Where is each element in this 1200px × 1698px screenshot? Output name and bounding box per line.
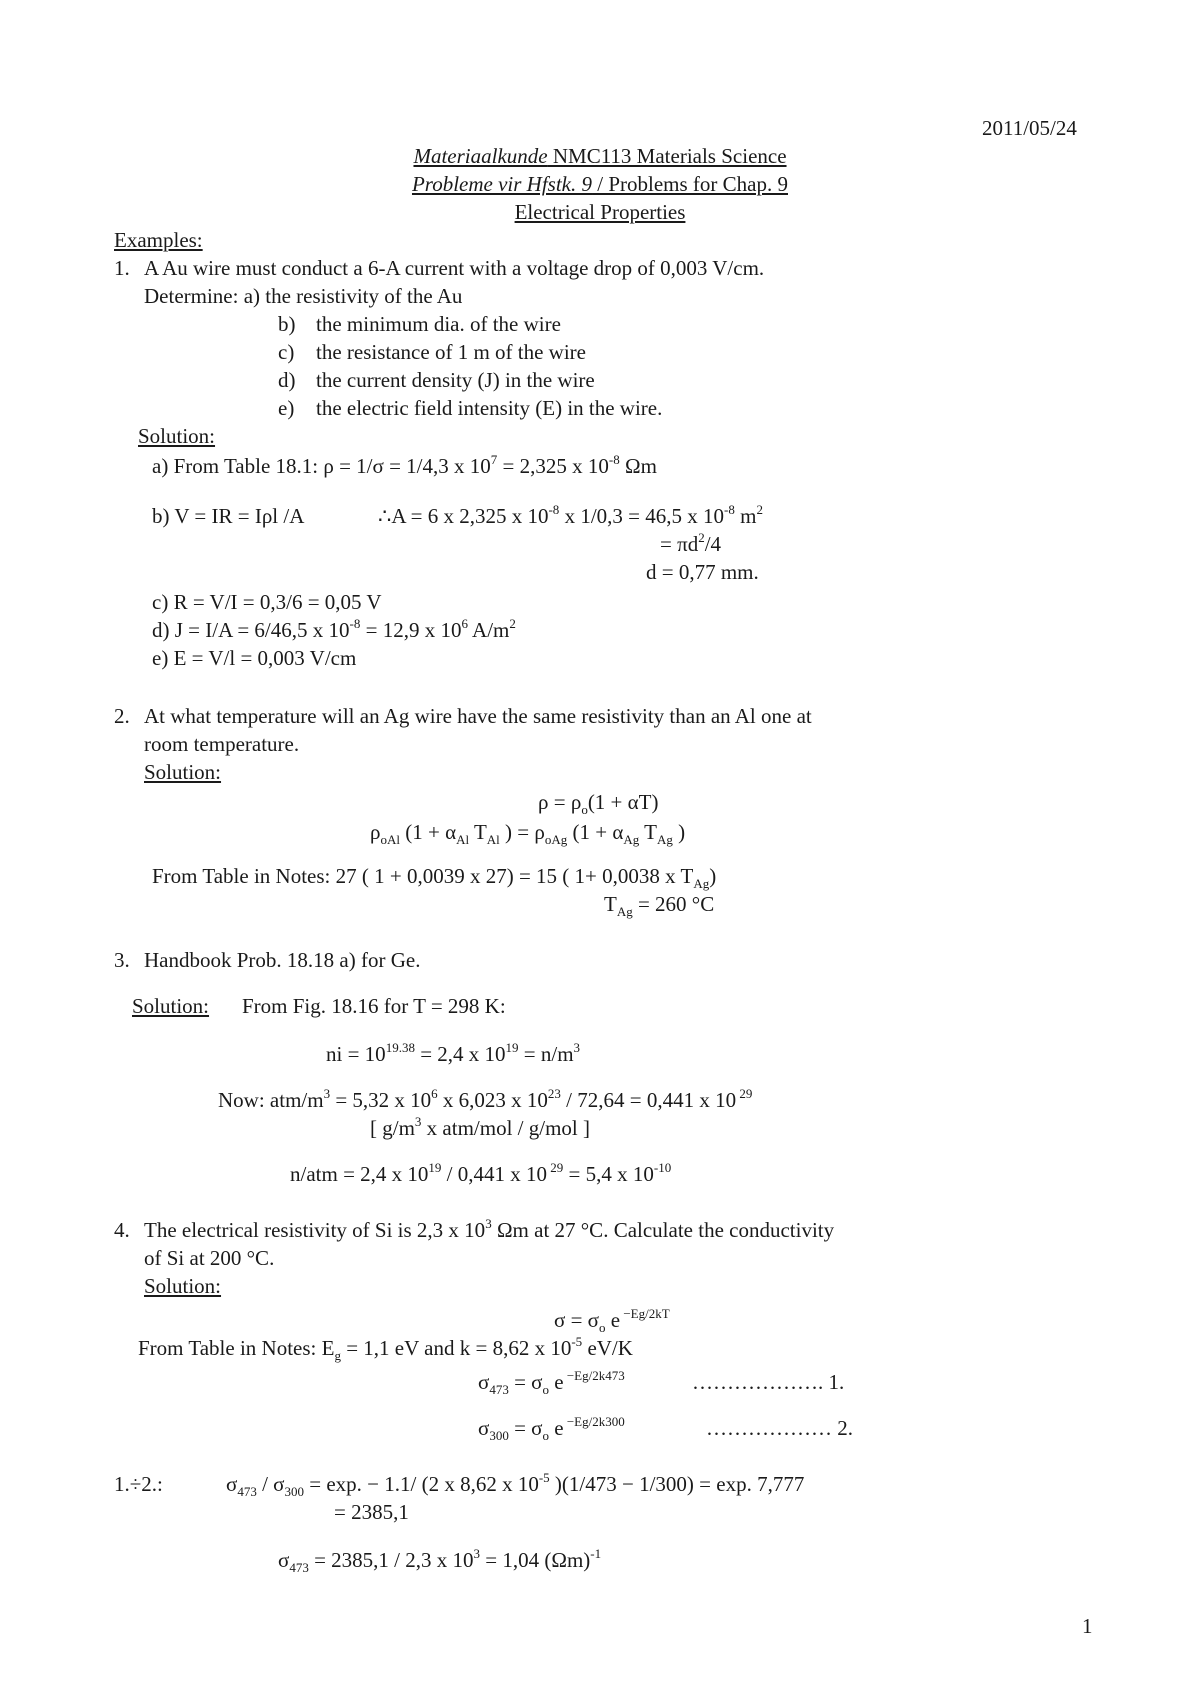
item-letter: e)	[278, 396, 295, 420]
notes-calculation: From Table in Notes: 27 ( 1 + 0,0039 x 27) = 15 ( 1+ 0,0038 x $T_{Ag}$)	[152, 864, 717, 891]
item-text: the electric field intensity (E) in the wire.	[316, 396, 663, 420]
division-label: 1.÷2.:	[114, 1472, 163, 1496]
equation-n-per-atom: n/atm = 2,4 x $10^{19} / 0,441$ x 10 $^{29}$ = 5,4 x $10^{-10}$	[290, 1160, 672, 1186]
chapter-title: Probleme vir Hfstk. 9 / Problems for Chap. 9	[411, 172, 788, 196]
problem-3-text: Handbook Prob. 18.18 a) for Ge.	[144, 948, 421, 972]
solution-c: c) R = V/I = 0,3/6 = 0,05 V	[152, 590, 382, 614]
item-letter: b)	[278, 312, 296, 336]
problem-1-text: A Au wire must conduct a 6-A current with a voltage drop of 0,003 V/cm.	[144, 256, 765, 280]
equation-sigma-473: $\sigma_{473} = \sigma_o$ e $^{-Eg/2k473}$	[478, 1368, 625, 1397]
units-note: [ $g/m^3$ x atm/mol / g/mol ]	[370, 1114, 590, 1140]
item-text: the current density (J) in the wire	[316, 368, 595, 392]
item-text: the resistance of 1 m of the wire	[316, 340, 586, 364]
problem-3-number: 3.	[114, 948, 130, 972]
item-letter: d)	[278, 368, 296, 392]
problem-1-number: 1.	[114, 256, 130, 280]
problem-4-line1: The electrical resistivity of Si is 2,3 x $10^3$ Ωm at 27 °C. Calculate the conductivity	[144, 1216, 835, 1242]
equation-resistivity: $\rho = \rho_o(1 + \alpha T)$	[538, 790, 659, 817]
equation-sigma-300: $\sigma_{300} = \sigma_o$ e $^{-Eg/2k300}$	[478, 1414, 625, 1443]
item-letter: c)	[278, 340, 295, 364]
result-temperature: $T_{Ag} = 260$ °C	[604, 892, 715, 919]
page-number: 1	[1082, 1614, 1093, 1638]
solution-d: d) J = I/A = 6/46,5 x $10^{-8} = 12,9$ x $10^6$ $A/m^2$	[152, 616, 516, 642]
solution-label: Solution:	[132, 994, 210, 1018]
equation-final: $\sigma_{473} = 2385,1 / 2,3$ x $10^3 = 1,04$ $(\Omega m)^{-1}$	[278, 1546, 602, 1575]
equation-2-label: ……………… 2.	[706, 1416, 853, 1440]
problem-1-determine: Determine: a) the resistivity of the Au	[144, 284, 463, 308]
solution-b-line2: = $\pi d^2/4$	[660, 530, 722, 556]
solution-label: Solution:	[144, 760, 222, 784]
equation-ratio: $\sigma_{473} / \sigma_{300} = \exp$. − 1.1/ (2 x 8,62 x $10^{-5}$ )(1/473 − 1/300) = exp. 7,777	[226, 1470, 805, 1499]
equation-ni: ni = $10^{19.38} = 2,4$ x $10^{19} = n/m^3$	[326, 1040, 581, 1066]
course-title: Materiaalkunde NMC113 Materials Science	[413, 144, 787, 168]
problem-4-line2: of Si at 200 °C.	[144, 1246, 275, 1270]
problem-3-solution-text: From Fig. 18.16 for T = 298 K:	[242, 994, 506, 1018]
date: 2011/05/24	[982, 116, 1077, 140]
notes-constants: From Table in Notes: $E_g = 1,1$ eV and k = 8,62 x $10^{-5}$ eV/K	[138, 1334, 633, 1363]
solution-a: a) From Table 18.1: ρ = 1/σ = 1/4,3 x $10^7 = 2,325$ x $10^{-8}$ Ωm	[152, 452, 657, 478]
solution-e: e) E = V/l = 0,003 V/cm	[152, 646, 357, 670]
problem-2-number: 2.	[114, 704, 130, 728]
solution-b-line3: d = 0,77 mm.	[646, 560, 759, 584]
solution-label: Solution:	[138, 424, 216, 448]
solution-label: Solution:	[144, 1274, 222, 1298]
ratio-result: = 2385,1	[334, 1500, 409, 1524]
item-text: the minimum dia. of the wire	[316, 312, 561, 336]
equation-conductivity: $\sigma = \sigma_o$ e $^{-Eg/2kT}$	[554, 1306, 670, 1335]
solution-b-left: b) V = IR = Iρl /A	[152, 504, 305, 528]
section-heading: Electrical Properties	[514, 200, 686, 224]
problem-4-number: 4.	[114, 1218, 130, 1242]
equation-atoms: Now: atm/$m^3 = 5,32$ x $10^6$ x 6,023 x $10^{23} / 72,64 = 0,441$ x 10 $^{29}$	[218, 1086, 753, 1112]
solution-b-right: ∴A = 6 x 2,325 x $10^{-8}$ x 1/0,3 = 46,5 x $10^{-8}$ $m^2$	[378, 502, 763, 528]
equation-balance: $\rho_{oAl}$ ($1 + \alpha_{Al}$ $T_{Al}$ ) = $\rho_{oAg}$ ($1 + \alpha_{Ag}$ $T_{Ag}$ )	[370, 820, 686, 847]
problem-2-line2: room temperature.	[144, 732, 300, 756]
examples-label: Examples:	[114, 228, 203, 252]
equation-1-label: ………………. 1.	[692, 1370, 845, 1394]
problem-2-line1: At what temperature will an Ag wire have the same resistivity than an Al one at	[144, 704, 812, 728]
